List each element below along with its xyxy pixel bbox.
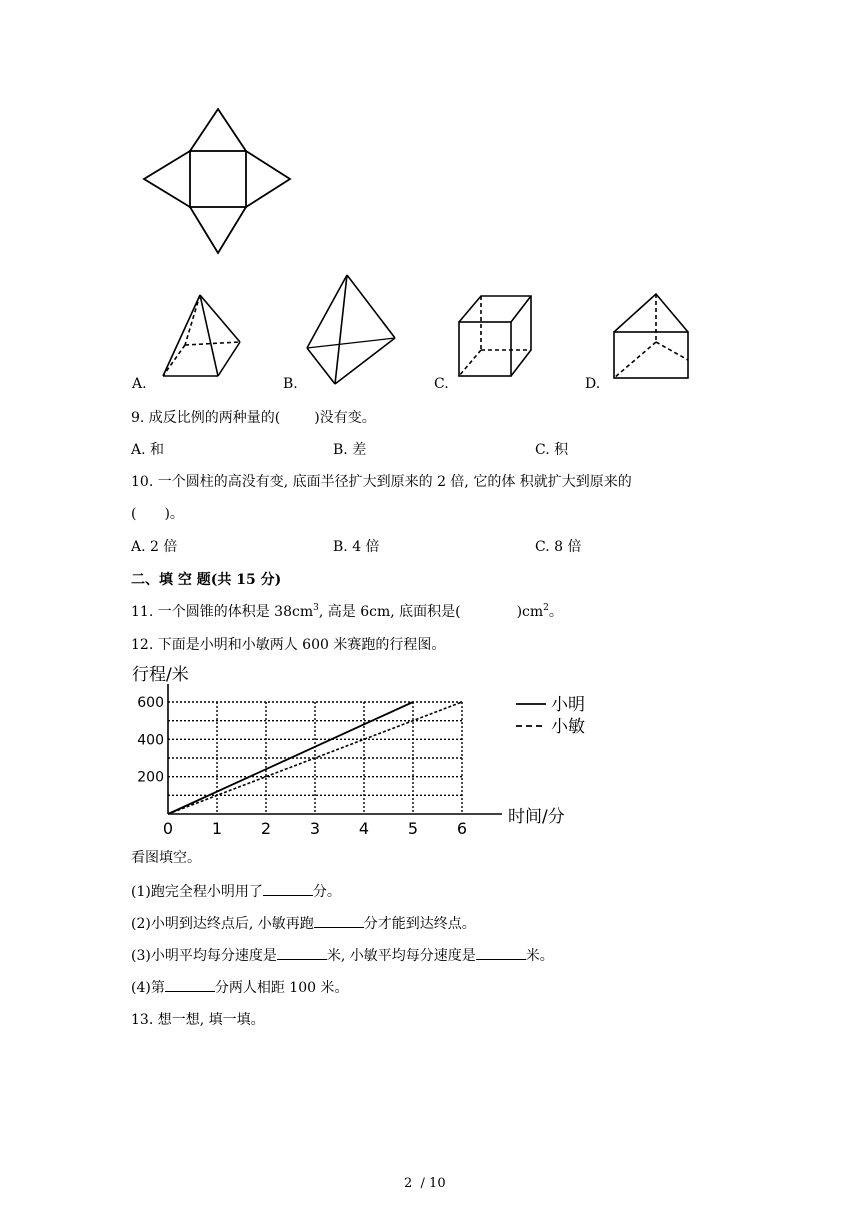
pyramid-net-figure (140, 105, 295, 257)
race-distance-chart (120, 660, 590, 840)
x-axis-label: 时间/分 (508, 807, 565, 827)
answer-blank[interactable] (277, 946, 327, 960)
option-b-label: B. (283, 376, 298, 392)
question-9-stem: 9. 成反比例的两种量的( )没有变。 (131, 410, 376, 426)
x-tick-label: 4 (358, 819, 370, 838)
answer-blank[interactable] (476, 946, 526, 960)
q12-sub-1: (1)跑完全程小明用了 分。 (131, 884, 341, 900)
answer-blank[interactable] (263, 882, 313, 896)
q9-option-a: A. 和 (131, 442, 165, 458)
y-tick-label: 600 (137, 695, 164, 711)
q10-option-a: A. 2 倍 (131, 539, 178, 555)
option-a-pyramid (160, 292, 244, 382)
question-10-stem: 10. 一个圆柱的高没有变, 底面半径扩大到原来的 2 倍, 它的体 积就扩大到原来的 (131, 474, 632, 490)
legend-label: 小敏 (551, 717, 585, 737)
y-axis-label: 行程/米 (132, 665, 189, 685)
x-tick-label: 5 (407, 819, 419, 838)
section-2-title: 二、填 空 题(共 15 分) (131, 572, 282, 588)
option-d-label: D. (585, 376, 601, 392)
net-triangle-bottom (190, 207, 246, 253)
option-d-triangular-prism (608, 290, 694, 382)
option-c-cube (455, 292, 535, 382)
option-a-label: A. (132, 376, 147, 392)
net-triangle-top (190, 109, 246, 151)
question-13-stem: 13. 想一想, 填一填。 (131, 1012, 265, 1028)
x-tick-label: 2 (260, 819, 272, 838)
option-b-tetrahedron (303, 272, 401, 388)
question-12-stem: 12. 下面是小明和小敏两人 600 米赛跑的行程图。 (131, 637, 446, 653)
net-triangle-left (144, 151, 190, 207)
legend-label: 小明 (551, 695, 585, 715)
x-tick-label: 1 (211, 819, 223, 838)
q10-option-b: B. 4 倍 (333, 539, 380, 555)
y-tick-label: 400 (137, 732, 164, 749)
question-12-prompt: 看图填空。 (131, 850, 201, 866)
x-tick-label: 0 (162, 819, 174, 838)
x-tick-label: 3 (309, 819, 321, 838)
q12-sub-3: (3)小明平均每分速度是 米, 小敏平均每分速度是 米。 (131, 948, 554, 964)
net-square (190, 151, 246, 207)
answer-blank[interactable] (314, 914, 364, 928)
q9-option-b: B. 差 (333, 442, 367, 458)
q9-option-c: C. 积 (535, 442, 569, 458)
q10-option-c: C. 8 倍 (535, 539, 582, 555)
x-tick-label: 6 (456, 819, 468, 838)
q12-sub-2: (2)小明到达终点后, 小敏再跑 分才能到达终点。 (131, 916, 476, 932)
question-10-paren: ( )。 (131, 506, 184, 522)
net-triangle-right (246, 151, 290, 207)
option-c-label: C. (434, 376, 449, 392)
question-11-stem: 11. 一个圆锥的体积是 $38cm^3$, 高是 6cm, 底面积是( )$cm^2$。 (131, 603, 563, 620)
q12-sub-4: (4)第 分两人相距 100 米。 (131, 980, 349, 996)
page-number: 2 / 10 (404, 1176, 446, 1191)
y-tick-label: 200 (137, 769, 164, 786)
answer-blank[interactable] (165, 978, 215, 992)
